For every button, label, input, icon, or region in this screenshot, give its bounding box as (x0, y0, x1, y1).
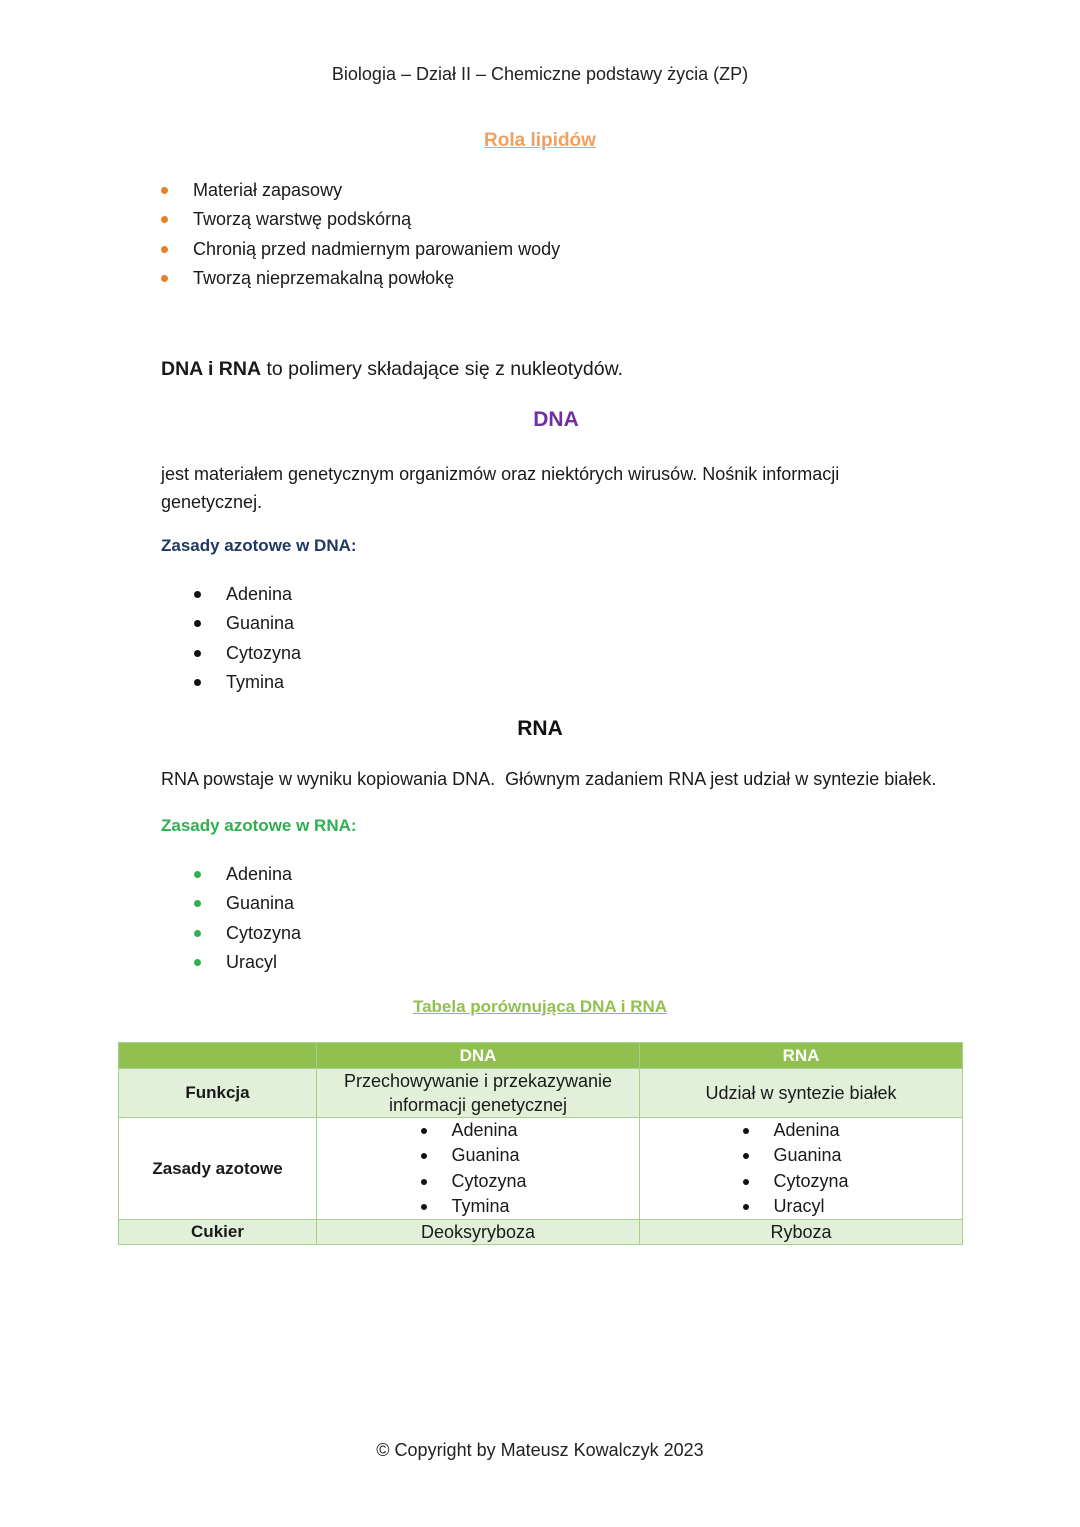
bullet-icon (743, 1153, 749, 1159)
list-item (194, 860, 301, 889)
list-item-text: Tworzą warstwę podskórną (193, 209, 412, 230)
table-cell: Deoksyryboza (317, 1220, 640, 1245)
copyright-footer: © Copyright by Mateusz Kowalczyk 2023 (376, 1440, 704, 1460)
table-cell (317, 1069, 640, 1118)
list-item-text: Tymina (451, 1195, 510, 1216)
bullet-icon (161, 246, 168, 253)
table-row (119, 1220, 963, 1245)
table-row (119, 1069, 963, 1118)
list-item-text: Guanina (226, 613, 295, 634)
bullet-icon (194, 679, 201, 686)
list-item-text: Tworzą nieprzemakalną powłokę (193, 267, 455, 288)
bullet-icon (194, 871, 201, 878)
list-item-text: Uracyl (226, 951, 278, 972)
list-item (194, 889, 301, 918)
rna-bases-list (194, 860, 301, 977)
list-item (743, 1194, 848, 1219)
list-item-text: Guanina (451, 1145, 520, 1166)
bullet-icon (421, 1179, 427, 1185)
list-item-text: Guanina (226, 893, 295, 914)
list-item (161, 176, 560, 205)
intro-bold: DNA i RNA (161, 358, 262, 380)
list-item (194, 580, 301, 609)
list-item (194, 609, 301, 638)
list-item (743, 1169, 848, 1194)
lipids-list (161, 176, 560, 293)
dna-description: jest materiałem genetycznym organizmów oraz niektórych wirusów. Nośnik informacji genetycznej. (161, 464, 840, 512)
table-header-cell: DNA (317, 1043, 640, 1069)
table-header-cell: RNA (640, 1043, 963, 1069)
cell-list (421, 1118, 526, 1219)
table-heading: Tabela porównująca DNA i RNA (412, 997, 668, 1016)
list-item-text: Adenina (451, 1120, 518, 1140)
row-label: Funkcja (119, 1069, 317, 1118)
list-item-text: Cytozyna (451, 1170, 527, 1191)
dna-heading: DNA (533, 408, 579, 431)
table-row (119, 1118, 963, 1220)
list-item (161, 205, 560, 234)
list-item-text: Guanina (773, 1145, 842, 1166)
list-item (194, 948, 301, 977)
table-header-row (119, 1043, 963, 1069)
rna-heading: RNA (517, 717, 563, 740)
bullet-icon (743, 1128, 749, 1134)
bullet-icon (421, 1204, 427, 1210)
table-cell (317, 1118, 640, 1220)
rna-description: RNA powstaje w wyniku kopiowania DNA. Głównym zadaniem RNA jest udział w syntezie białek. (161, 769, 937, 789)
list-item (194, 668, 301, 697)
cell-text: Przechowywanie i przekazywanie informacji genetycznej (343, 1071, 613, 1115)
list-item-text: Materiał zapasowy (193, 180, 343, 200)
bullet-icon (194, 900, 201, 907)
bullet-icon (743, 1179, 749, 1185)
list-item-text: Cytozyna (226, 922, 302, 943)
comparison-table (118, 1042, 963, 1245)
cell-list (743, 1118, 848, 1219)
row-label: Zasady azotowe (119, 1118, 317, 1220)
bullet-icon (421, 1153, 427, 1159)
bullet-icon (194, 591, 201, 598)
list-item (161, 264, 560, 293)
rna-bases-heading: Zasady azotowe w RNA: (161, 816, 357, 835)
table-cell (640, 1118, 963, 1220)
list-item-text: Uracyl (773, 1195, 825, 1216)
bullet-icon (743, 1204, 749, 1210)
list-item (421, 1194, 526, 1219)
list-item-text: Adenina (773, 1120, 840, 1140)
list-item-text: Cytozyna (773, 1170, 849, 1191)
bullet-icon (161, 216, 168, 223)
bullet-icon (161, 187, 168, 194)
intro-sentence (161, 358, 623, 381)
list-item (161, 235, 560, 264)
table-header-cell (119, 1043, 317, 1069)
list-item-text: Tymina (226, 671, 285, 692)
bullet-icon (194, 959, 201, 966)
lipids-heading: Rola lipidów (484, 130, 596, 151)
row-label: Cukier (119, 1220, 317, 1245)
page-header: Biologia – Dział II – Chemiczne podstawy życia (ZP) (331, 64, 749, 84)
list-item (743, 1118, 848, 1143)
list-item (421, 1118, 526, 1143)
list-item (421, 1143, 526, 1168)
list-item-text: Chronią przed nadmiernym parowaniem wody (193, 238, 561, 259)
list-item (421, 1169, 526, 1194)
dna-bases-heading: Zasady azotowe w DNA: (161, 536, 357, 555)
intro-rest: to polimery składające się z nukleotydów. (261, 358, 624, 380)
list-item (743, 1143, 848, 1168)
list-item-text: Adenina (226, 584, 293, 604)
bullet-icon (161, 275, 168, 282)
list-item-text: Adenina (226, 864, 293, 884)
dna-bases-list (194, 580, 301, 697)
bullet-icon (194, 620, 201, 627)
list-item (194, 639, 301, 668)
list-item (194, 919, 301, 948)
list-item-text: Cytozyna (226, 642, 302, 663)
bullet-icon (421, 1128, 427, 1134)
table-cell: Ryboza (640, 1220, 963, 1245)
bullet-icon (194, 650, 201, 657)
table-cell: Udział w syntezie białek (640, 1069, 963, 1118)
bullet-icon (194, 930, 201, 937)
